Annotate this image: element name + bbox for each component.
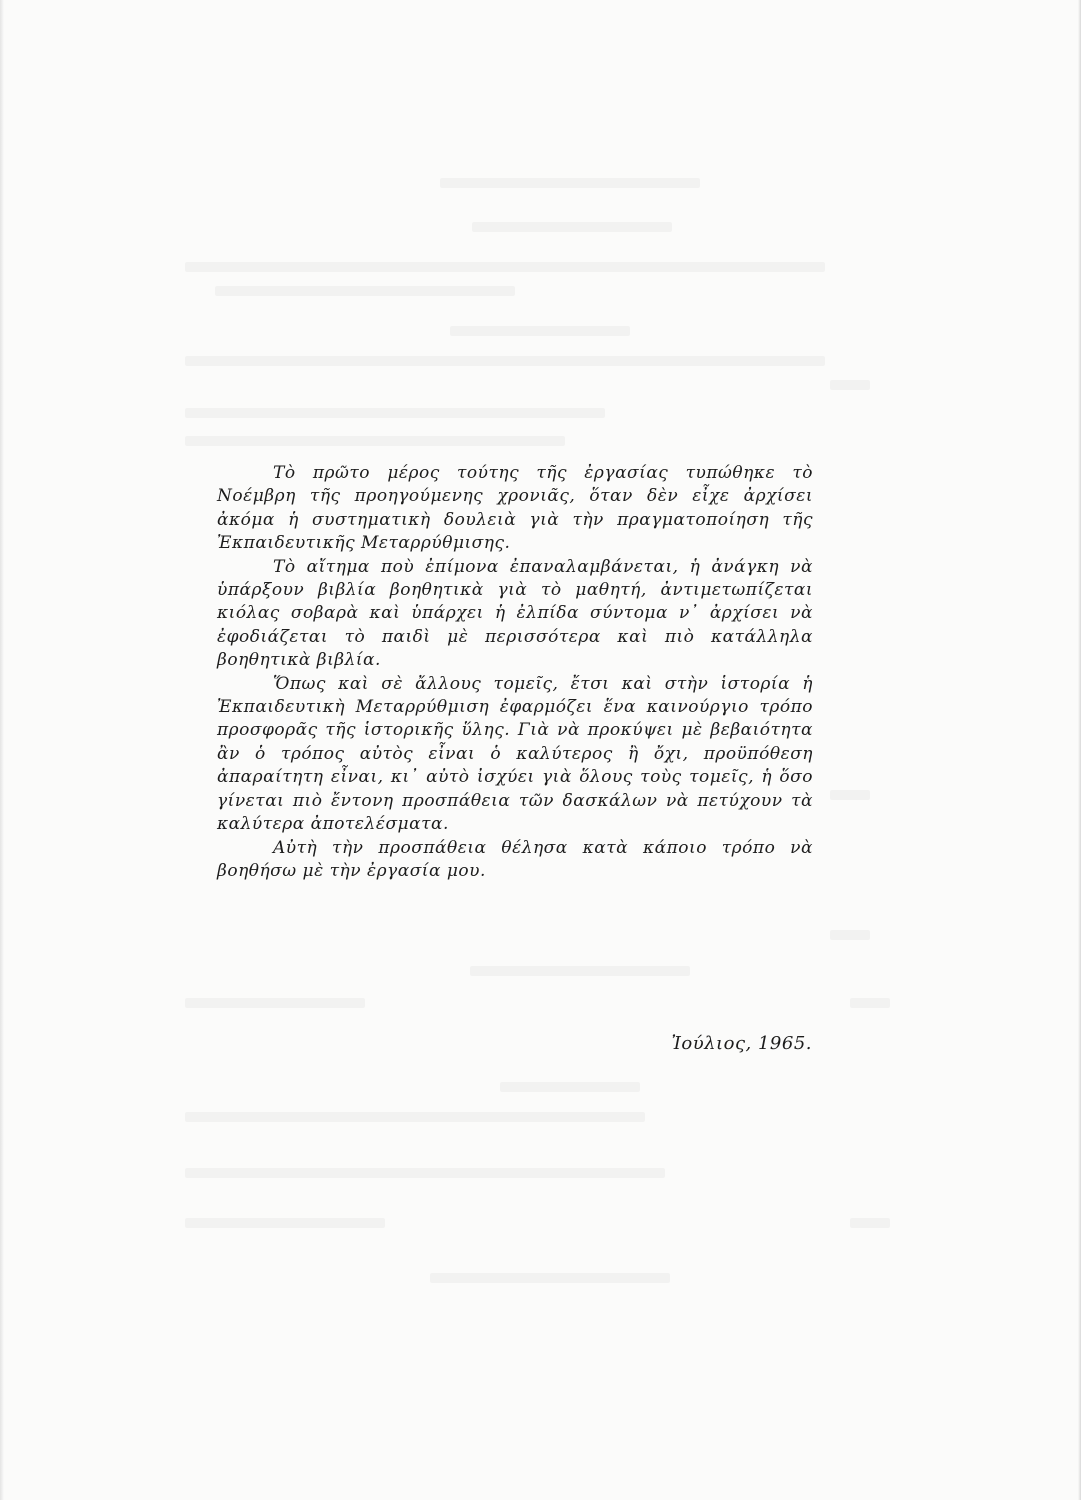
show-through-line (185, 408, 605, 418)
show-through-line (430, 1273, 670, 1283)
dateline: Ἰούλιος, 1965. (671, 1033, 812, 1054)
show-through-line (830, 930, 870, 940)
show-through-line (472, 222, 672, 232)
paragraph-new-method: Ὅπως καὶ σὲ ἄλλους τομεῖς, ἔτσι καὶ στὴν ἱστορία ἡ Ἐκπαιδευτικὴ Μεταρρύθμιση ἐφαρμόζει ἕνα καινούργιο τρόπο προσφορᾶς τῆς ἱστορικῆς ὕλης. Γιὰ νὰ προκύψει μὲ βεβαιότητα ἂν ὁ τρόπος αὐτὸς εἶναι ὁ καλύτερος ἢ ὄχι, προϋπόθεση ἀπαραίτητη εἶναι, κι᾿ αὐτὸ ἰσχύει γιὰ ὅλους τοὺς τομεῖς, ἡ ὅσο γίνεται πιὸ ἔντονη προσπάθεια τῶν δασκάλων νὰ πετύχουν τὰ καλύτερα ἀποτελέσματα. (217, 673, 813, 835)
show-through-line (850, 998, 890, 1008)
paragraph-first-part-printed: Τὸ πρῶτο μέρος τούτης τῆς ἐργασίας τυπώθηκε τὸ Νοέμβρη τῆς προηγούμενης χρονιᾶς, ὅταν δὲν εἶχε ἀρχίσει ἀκόμα ἡ συστηματικὴ δουλειὰ γιὰ τὴν πραγματοποίηση τῆς Ἐκπαιδευτικῆς Μεταρρύθμισης. (217, 463, 813, 554)
show-through-line (500, 1082, 640, 1092)
show-through-line (830, 380, 870, 390)
paragraph-author-effort: Αὐτὴ τὴν προσπάθεια θέλησα κατὰ κάποιο τρόπο νὰ βοηθήσω μὲ τὴν ἐργασία μου. (217, 837, 813, 881)
show-through-line (185, 1218, 385, 1228)
show-through-line (185, 262, 825, 272)
paragraph-need-for-books: Τὸ αἴτημα ποὺ ἐπίμονα ἐπαναλαμβάνεται, ἡ ἀνάγκη νὰ ὑπάρξουν βιβλία βοηθητικὰ γιὰ τὸ μαθητή, ἀντιμετωπίζεται κιόλας σοβαρὰ καὶ ὑπάρχει ἡ ἐλπίδα σύντομα ν᾿ ἀρχίσει νὰ ἐφοδιάζεται τὸ παιδὶ μὲ περισσότερα καὶ πιὸ κατάλληλα βοηθητικὰ βιβλία. (217, 556, 813, 671)
show-through-line (440, 178, 700, 188)
show-through-line (185, 1168, 665, 1178)
show-through-line (185, 998, 365, 1008)
show-through-line (450, 326, 630, 336)
show-through-line (215, 286, 515, 296)
scan-edge-left (0, 0, 4, 1500)
show-through-line (830, 790, 870, 800)
show-through-line (185, 1112, 645, 1122)
show-through-line (850, 1218, 890, 1228)
preface-text (217, 462, 813, 883)
show-through-line (185, 436, 565, 446)
show-through-line (185, 356, 825, 366)
show-through-line (470, 966, 690, 976)
